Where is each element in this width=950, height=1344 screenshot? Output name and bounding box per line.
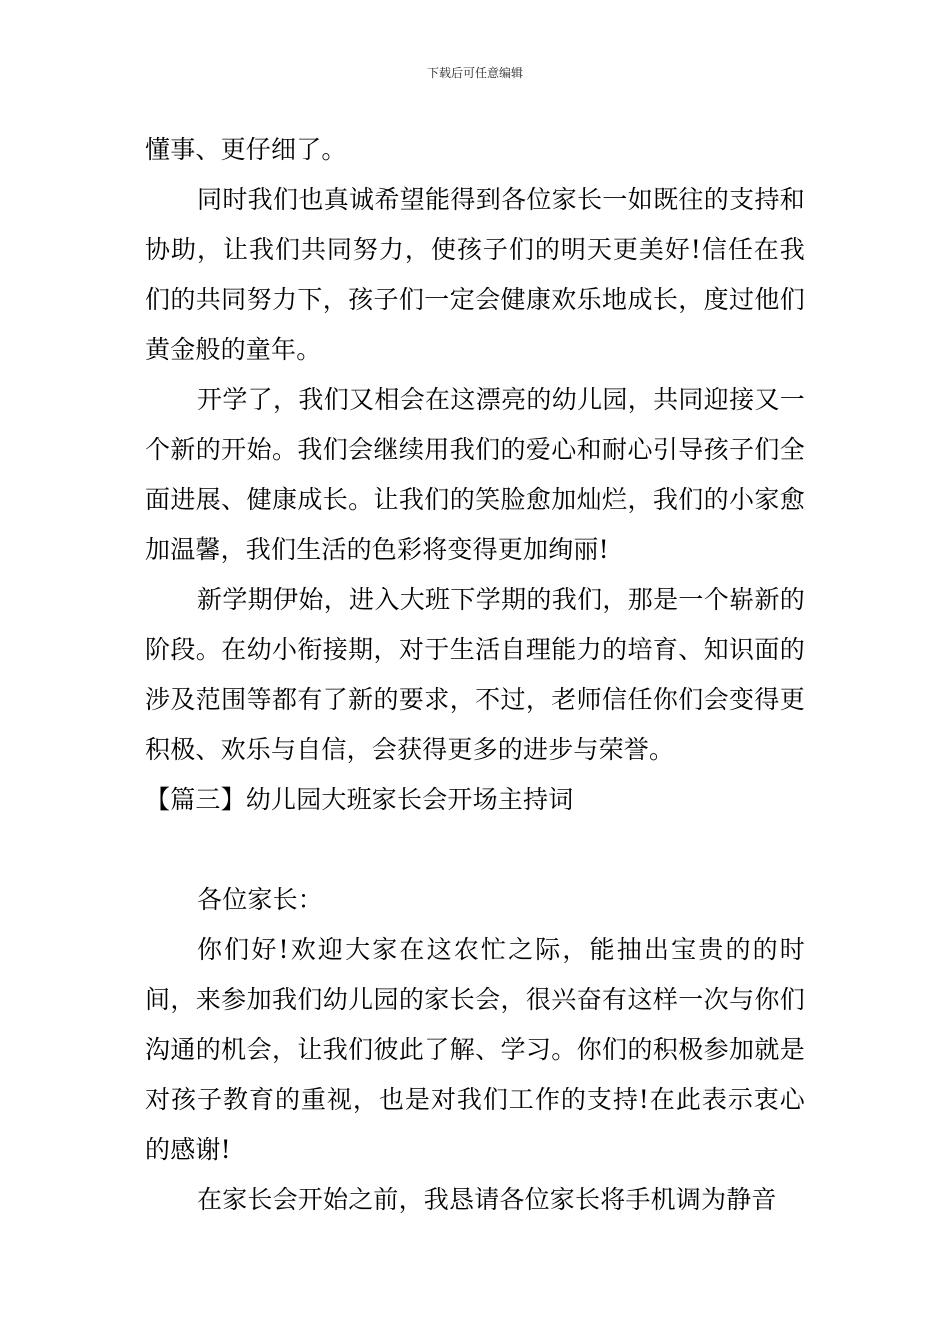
paragraph-new-start: 开学了，我们又相会在这漂亮的幼儿园，共同迎接又一个新的开始。我们会继续用我们的爱心和耐心引导孩子们全面进展、健康成长。让我们的笑脸愈加灿烂，我们的小家愈加温馨，我们生活的色彩将变得更加绚丽! [145,385,805,564]
paragraph-support: 同时我们也真诚希望能得到各位家长一如既往的支持和协助，让我们共同努力，使孩子们的明天更美好!信任在我们的共同努力下，孩子们一定会健康欢乐地成长，度过他们黄金般的童年。 [145,185,805,364]
paragraph-new-semester: 新学期伊始，进入大班下学期的我们，那是一个崭新的阶段。在幼小衔接期，对于生活自理能力的培育、知识面的涉及范围等都有了新的要求，不过，老师信任你们会变得更积极、欢乐与自信，会获得更多的进步与荣誉。 [145,585,805,764]
paragraph-welcome: 你们好!欢迎大家在这农忙之际，能抽出宝贵的的时间，来参加我们幼儿园的家长会，很兴奋有这样一次与你们沟通的机会，让我们彼此了解、学习。你们的积极参加就是对孩子教育的重视，也是对我们工作的支持!在此表示衷心的感谢! [145,935,805,1164]
page-header: 下载后可任意编辑 [426,66,523,80]
blank-line [145,825,805,875]
paragraph-continuation: 懂事、更仔细了。 [145,135,347,164]
paragraph-salutation: 各位家长： [197,885,324,914]
paragraph-request: 在家长会开始之前，我恳请各位家长将手机调为静音 [197,1185,777,1214]
section-heading: 【篇三】幼儿园大班家长会开场主持词 [145,785,574,814]
document-body [145,125,805,1225]
